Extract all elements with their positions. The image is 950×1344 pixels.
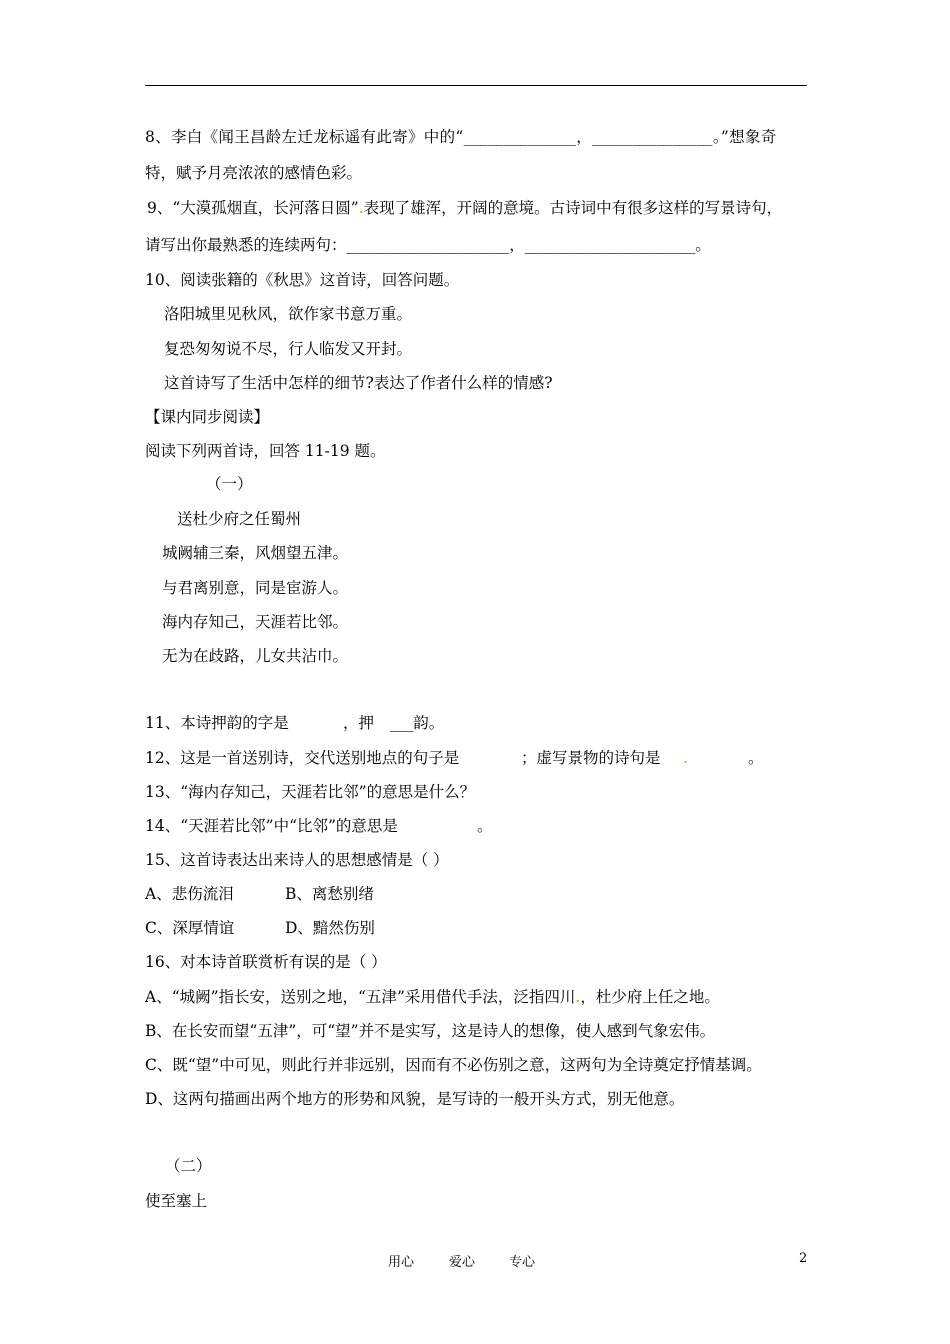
q10-question: 这首诗写了生活中怎样的细节?表达了作者什么样的情感? bbox=[164, 374, 553, 392]
q15-option-b: B、离愁别绪 bbox=[285, 885, 374, 903]
poem2-label: （二） bbox=[165, 1157, 212, 1175]
q16-option-a-rest: ，杜少府上任之地。 bbox=[580, 988, 720, 1006]
q16-option-a bbox=[145, 987, 720, 1007]
q12-part-a: 12、这是一首送别诗，交代送别地点的句子是 bbox=[145, 749, 460, 767]
footer-word-2: 爱心 bbox=[449, 1255, 476, 1270]
q8-line2: 特，赋予月亮浓浓的感情色彩。 bbox=[145, 164, 363, 182]
q16-option-c: C、既“望”中可见，则此行并非远别，因而有不必伤别之意，这两句为全诗奠定抒情基调。 bbox=[145, 1056, 762, 1074]
q12-part-b: ；虚写景物的诗句是 bbox=[521, 749, 661, 767]
poem1-line-4: 无为在歧路，儿女共沾巾。 bbox=[162, 647, 349, 665]
q16-option-b: B、在长安而望“五津”，可“望”并不是实写，这是诗人的想像，使人感到气象宏伟。 bbox=[145, 1022, 716, 1040]
q11-part-c: ___韵。 bbox=[390, 714, 445, 732]
q16-option-a-text: A、“城阙”指长安，送别之地，“五津”采用借代手法，泛指四川 bbox=[145, 988, 576, 1006]
footer-word-1: 用心 bbox=[388, 1255, 415, 1270]
q14-part-b: 。 bbox=[477, 817, 493, 835]
poem1-line-2: 与君离别意，同是宦游人。 bbox=[162, 579, 349, 597]
q15-option-a: A、悲伤流泪 bbox=[145, 885, 234, 903]
q12-part-c: 。 bbox=[748, 749, 764, 767]
mark-dot: . bbox=[358, 199, 364, 217]
q16-stem: 16、对本诗首联赏析有误的是（ ） bbox=[145, 953, 387, 971]
footer-word-3: 专心 bbox=[509, 1255, 536, 1270]
q9-line1-rest: 表现了雄浑，开阔的意境。古诗词中有很多这样的写景诗句， bbox=[363, 199, 783, 217]
q10-poem-line-2: 复恐匆匆说不尽，行人临发又开封。 bbox=[164, 340, 413, 358]
mark-dot: . bbox=[575, 988, 581, 1006]
reading-instruction: 阅读下列两首诗，回答 11-19 题。 bbox=[145, 442, 386, 460]
q15-stem: 15、这首诗表达出来诗人的思想感情是（ ） bbox=[145, 851, 449, 869]
q10-title: 10、阅读张籍的《秋思》这首诗，回答问题。 bbox=[145, 271, 460, 289]
poem1-label: （一） bbox=[206, 475, 253, 493]
q14-part-a: 14、“天涯若比邻”中“比邻”的意思是 bbox=[145, 817, 398, 835]
q16-option-d: D、这两句描画出两个地方的形势和风貌，是写诗的一般开头方式，别无他意。 bbox=[145, 1090, 685, 1108]
poem1-line-1: 城阙辅三秦，风烟望五津。 bbox=[162, 544, 349, 562]
q13-text: 13、“海内存知己，天涯若比邻”的意思是什么？ bbox=[145, 783, 476, 801]
q9-line1-quote: 9、“大漠孤烟直，长河落日圆” bbox=[147, 199, 359, 217]
q15-option-d: D、黯然伤别 bbox=[285, 919, 375, 937]
poem1-line-3: 海内存知己，天涯若比邻。 bbox=[162, 613, 349, 631]
q10-poem-line-1: 洛阳城里见秋风，欲作家书意万重。 bbox=[164, 305, 413, 323]
q11-part-a: 11、本诗押韵的字是 bbox=[145, 714, 289, 732]
q15-option-c: C、深厚情谊 bbox=[145, 919, 235, 937]
q9-line1 bbox=[147, 198, 782, 218]
q9-line2: 请写出你最熟悉的连续两句：_____________________，______________________。 bbox=[145, 236, 711, 254]
mark-dot: . bbox=[683, 749, 688, 767]
section-heading: 【课内同步阅读】 bbox=[145, 408, 270, 426]
poem1-title: 送杜少府之任蜀州 bbox=[177, 510, 302, 528]
q11-part-b: ，押 bbox=[343, 714, 375, 732]
page-number: 2 bbox=[799, 1251, 808, 1266]
header-rule bbox=[145, 85, 807, 86]
poem2-title: 使至塞上 bbox=[145, 1192, 208, 1210]
q8-line1: 8、李白《闻王昌龄左迁龙标遥有此寄》中的“______________，_______________。”想象奇 bbox=[145, 128, 777, 146]
